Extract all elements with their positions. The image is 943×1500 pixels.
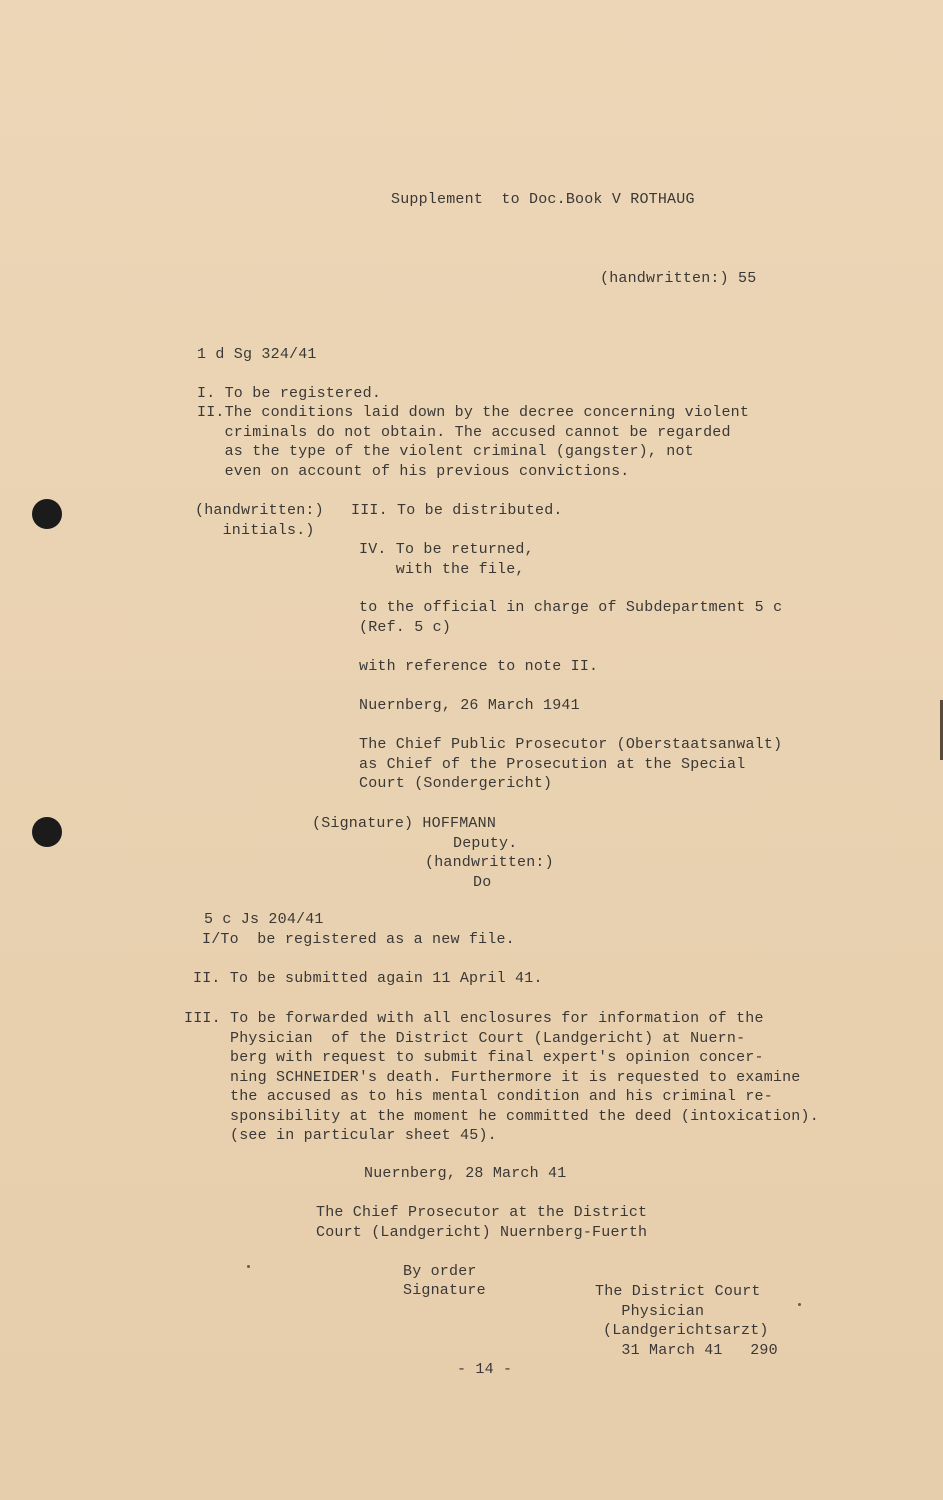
item-ii-line: criminals do not obtain. The accused cannot be regarded bbox=[197, 423, 731, 441]
official-line: as Chief of the Prosecution at the Special bbox=[359, 755, 746, 773]
item-ii-line: as the type of the violent criminal (gangster), not bbox=[197, 443, 694, 460]
stamp-line: Physician bbox=[603, 1302, 705, 1320]
stamp-line: (Landgerichtsarzt) bbox=[603, 1322, 769, 1339]
block2-item-ii: II. To be submitted again 11 April 41. bbox=[193, 970, 543, 987]
speck bbox=[798, 1303, 801, 1306]
by-order: By order bbox=[403, 1263, 477, 1280]
signature-hoffmann: (Signature) HOFFMANN bbox=[312, 815, 497, 832]
block2-item-iii bbox=[184, 1009, 819, 1146]
item-iv-line: IV. To be returned, bbox=[359, 541, 534, 558]
official-line: The Chief Public Prosecutor (Oberstaatsanwalt) bbox=[359, 736, 783, 753]
official-line: Court (Sondergericht) bbox=[359, 775, 553, 792]
place-date-2: Nuernberg, 28 March 41 bbox=[364, 1165, 567, 1182]
item-i: I. To be registered. bbox=[197, 385, 382, 402]
to-official-line: to the official in charge of Subdepartment 5 c bbox=[359, 599, 783, 616]
handwritten-label-2: (handwritten:) bbox=[425, 854, 554, 871]
signature-label: Signature bbox=[403, 1282, 486, 1299]
official-title-2 bbox=[316, 1203, 647, 1242]
punch-hole-top bbox=[32, 499, 62, 529]
item-ii-line: even on account of his previous convictions. bbox=[197, 462, 630, 480]
court-physician-stamp bbox=[595, 1282, 778, 1360]
file-reference-2: 5 c Js 204/41 bbox=[204, 911, 324, 928]
item-ii bbox=[197, 403, 749, 481]
initials-do: Do bbox=[473, 874, 492, 891]
item-iii-line: sponsibility at the moment he committed the deed (intoxication). bbox=[184, 1107, 819, 1125]
punch-hole-bottom bbox=[32, 817, 62, 847]
supplement-heading: Supplement to Doc.Book V ROTHAUG bbox=[391, 191, 695, 208]
official-line: Court (Landgericht) Nuernberg-Fuerth bbox=[316, 1223, 648, 1241]
handwritten-initials-note bbox=[195, 501, 324, 540]
block2-item-i: I/To be registered as a new file. bbox=[202, 931, 515, 948]
deputy-label: Deputy. bbox=[453, 835, 518, 852]
item-iii-line: III. To be forwarded with all enclosures for information of the bbox=[184, 1010, 764, 1027]
file-reference: 1 d Sg 324/41 bbox=[197, 346, 317, 363]
handwritten-label: (handwritten:) bbox=[195, 502, 324, 519]
official-line: The Chief Prosecutor at the District bbox=[316, 1204, 648, 1221]
item-iii-line: (see in particular sheet 45). bbox=[184, 1127, 497, 1144]
item-iii-line: ning SCHNEIDER's death. Furthermore it is requested to examine bbox=[184, 1068, 801, 1086]
page-number: - 14 - bbox=[457, 1361, 513, 1378]
reference-line: with reference to note II. bbox=[359, 658, 599, 675]
initials-label: initials.) bbox=[195, 521, 315, 539]
stamp-line: The District Court bbox=[595, 1283, 761, 1300]
to-official bbox=[359, 598, 782, 637]
place-date-1: Nuernberg, 26 March 1941 bbox=[359, 697, 580, 714]
item-iv-line: with the file, bbox=[359, 560, 525, 578]
item-iii-line: berg with request to submit final expert's opinion concer- bbox=[184, 1049, 764, 1066]
item-iii-line: Physician of the District Court (Landgericht) at Nuern- bbox=[184, 1029, 746, 1047]
stamp-line: 31 March 41 290 bbox=[603, 1341, 778, 1359]
to-official-line: (Ref. 5 c) bbox=[359, 618, 452, 636]
item-iii-line: the accused as to his mental condition and his criminal re- bbox=[184, 1088, 773, 1105]
item-iv bbox=[359, 540, 534, 579]
handwritten-page-note: (handwritten:) 55 bbox=[600, 270, 757, 287]
speck bbox=[247, 1265, 250, 1268]
item-ii-line: II.The conditions laid down by the decree concerning violent bbox=[197, 404, 750, 421]
official-title-1 bbox=[359, 735, 782, 794]
item-iii: III. To be distributed. bbox=[351, 502, 563, 519]
